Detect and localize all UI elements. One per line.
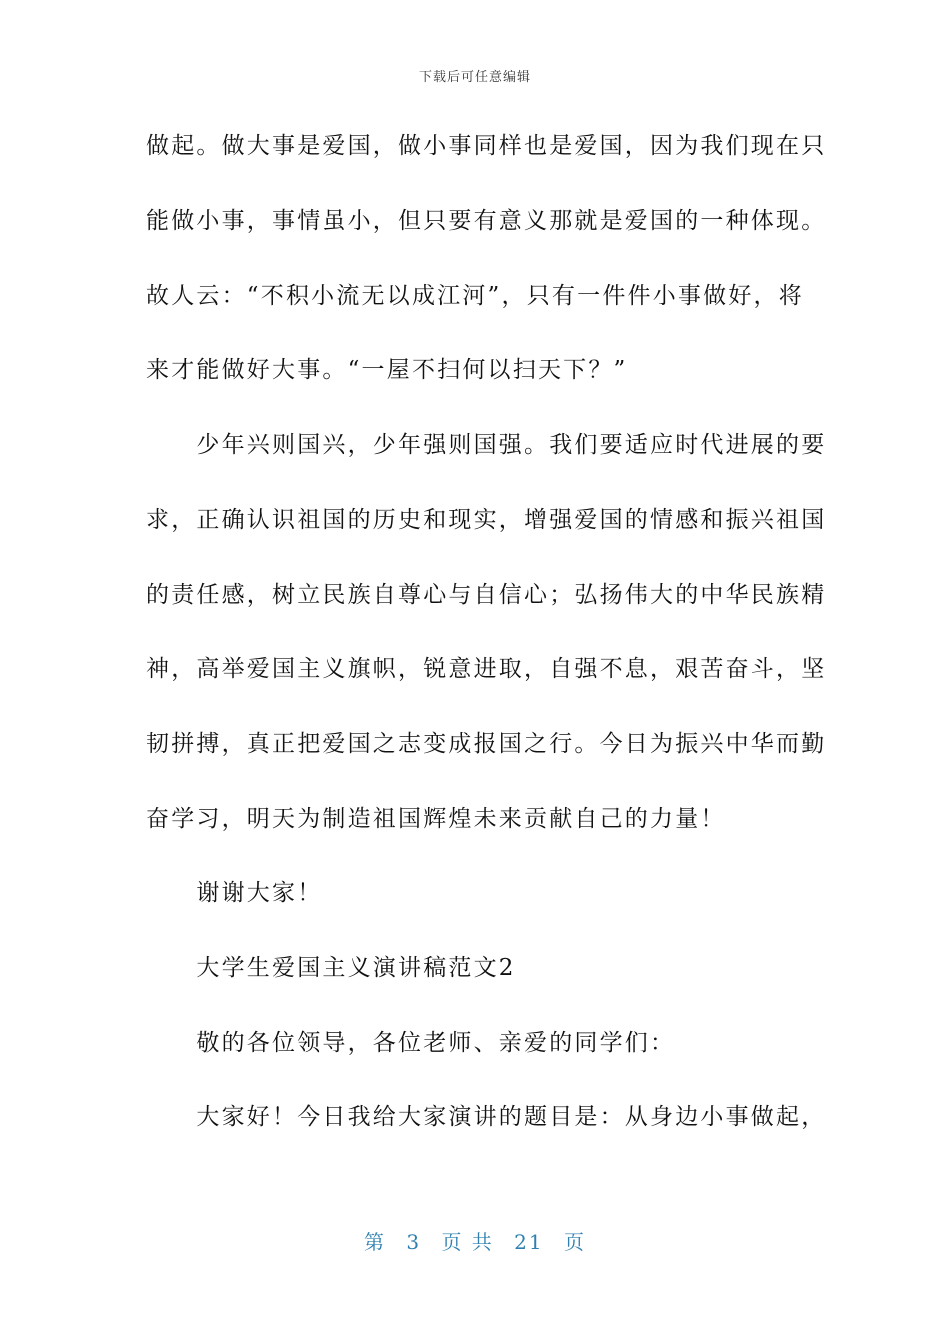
text-line-6: 求，正确认识祖国的历史和现实，增强爱国的情感和振兴祖国	[146, 507, 827, 533]
text-line-4: 来才能做好大事。“一屋不扫何以扫天下？”	[146, 357, 628, 383]
footer-total-pages: 21	[514, 1230, 544, 1254]
text-line-14: 大家好！今日我给大家演讲的题目是：从身边小事做起，	[146, 1104, 827, 1130]
text-line-9: 韧拼搏，真正把爱国之志变成报国之行。今日为振兴中华而勤	[146, 731, 827, 757]
footer-suffix: 页	[563, 1230, 586, 1254]
text-line-1: 做起。做大事是爱国，做小事同样也是爱国，因为我们现在只	[146, 133, 827, 159]
section-heading: 大学生爱国主义演讲稿范文2	[146, 955, 516, 981]
text-line-3: 故人云：“不积小流无以成江河”，只有一件件小事做好，将	[146, 283, 804, 309]
text-line-13: 敬的各位领导，各位老师、亲爱的同学们：	[146, 1030, 676, 1056]
footer-prefix: 第	[364, 1230, 386, 1254]
text-line-11: 谢谢大家！	[146, 880, 323, 906]
footer-middle: 页 共	[441, 1230, 494, 1254]
text-line-2: 能做小事，事情虽小，但只要有意义那就是爱国的一种体现。	[146, 208, 827, 234]
footer-page-number: 3	[406, 1230, 422, 1254]
page-footer	[0, 1226, 950, 1255]
text-line-10: 奋学习，明天为制造祖国辉煌未来贡献自己的力量！	[146, 806, 726, 832]
text-line-7: 的责任感，树立民族自尊心与自信心；弘扬伟大的中华民族精	[146, 582, 827, 608]
text-line-8: 神，高举爱国主义旗帜，锐意进取，自强不息，艰苦奋斗，坚	[146, 656, 827, 682]
text-line-5: 少年兴则国兴，少年强则国强。我们要适应时代进展的要	[146, 432, 827, 458]
page-header: 下载后可任意编辑	[418, 70, 531, 85]
